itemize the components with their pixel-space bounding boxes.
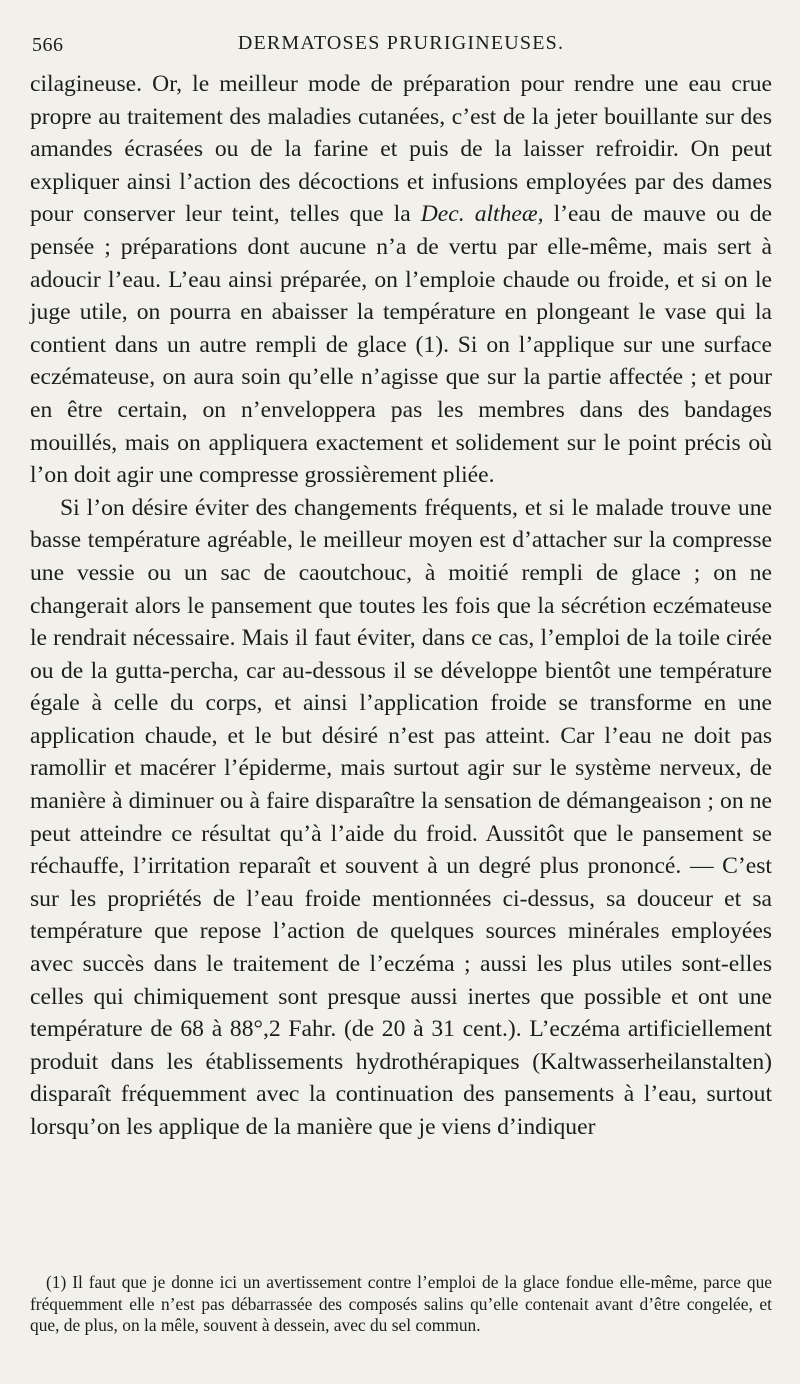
running-title: DERMATOSES PRURIGINEUSES. (237, 32, 565, 54)
page-number: 566 (32, 34, 64, 56)
paragraph-1 (30, 68, 772, 492)
body-text (30, 68, 772, 1144)
paragraph-1-italic-term: Dec. altheæ, (420, 201, 544, 228)
paragraph-2: Si l’on désire éviter des changements fréquents, et si le malade trouve une basse température agréable, le meilleur moyen est d’attacher sur la compresse une vessie ou un sac de caoutchouc, à moitié rempli de glace ; on ne changerait alors le pansement que toutes les fois que la sécrétion eczémateuse le rendrait nécessaire. Mais il faut éviter, dans ce cas, l’emploi de la toile cirée ou de la gutta-percha, car au-dessous il se développe bientôt une température égale à celle du corps, et ainsi l’application froide se transforme en une application chaude, et le but désiré n’est pas atteint. Car l’eau ne doit pas ramollir et macérer l’épiderme, mais surtout agir sur le système nerveux, de manière à diminuer ou à faire disparaître la sensation de démangeaison ; on ne peut atteindre ce résultat qu’à l’aide du froid. Aussitôt que le pansement se réchauffe, l’irritation reparaît et souvent à un degré plus prononcé. — C’est sur les propriétés de l’eau froide mentionnées ci-dessus, sa douceur et sa température que repose l’action de quelques sources minérales employées avec succès dans le traitement de l’eczéma ; aussi les plus utiles sont-elles celles qui chimiquement sont presque aussi inertes que possible et ont une température de 68 à 88°,2 Fahr. (de 20 à 31 cent.). L’eczéma artificiellement produit dans les établissements hydrothérapiques (Kaltwasserheilanstalten) disparaît fréquemment avec la continuation des pansements à l’eau, surtout lorsqu’on les applique de la manière que je viens d’indiquer (30, 494, 772, 1140)
page-header (30, 26, 772, 60)
footnote: (1) Il faut que je donne ici un avertissement contre l’emploi de la glace fondue elle-même, parce que fréquemment elle n’est pas débarrassée des composés salins qu’elle contenait avant d’être congelée, et que, de plus, on la mêle, souvent à dessein, avec du sel commun. (30, 1272, 772, 1335)
paragraph-1-text-b: l’eau de mauve ou de pensée ; préparations dont aucune n’a de vertu par elle-même, mais sert à adoucir l’eau. L’eau ainsi préparée, on l’emploie chaude ou froide, et si on le juge utile, on pourra en abaisser la température en plongeant le vase qui la contient dans un autre rempli de glace (1). Si on l’applique sur une surface eczémateuse, on aura soin qu’elle n’agisse que sur la partie affectée ; et pour en être certain, on n’enveloppera pas les membres dans des bandages mouillés, mais on appliquera exactement et solidement sur le point précis où l’on doit agir une compresse grossièrement pliée. (30, 201, 773, 489)
paragraph-1-text-a: cilagineuse. Or, le meilleur mode de préparation pour rendre une eau crue propre au traitement des maladies cutanées, c’est de la jeter bouillante sur des amandes écrasées ou de la farine et puis de la laisser refroidir. On peut expliquer ainsi l’action des décoctions et infusions employées par des dames pour conserver leur teint, telles que la (30, 71, 772, 228)
